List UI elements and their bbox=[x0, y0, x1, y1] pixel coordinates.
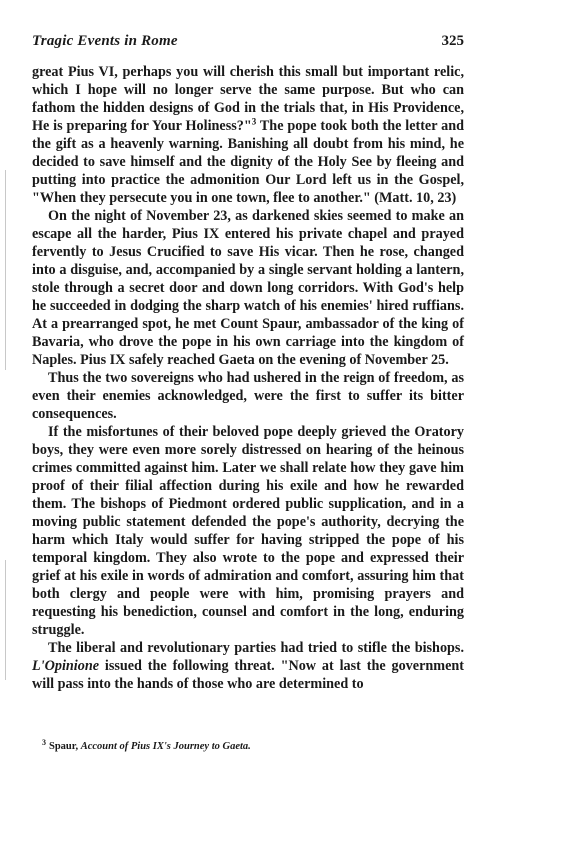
paragraph-text: issued the following threat. "Now at last the government will pass into the hands of those who are determined to bbox=[32, 658, 464, 692]
footnote-reference: 3 bbox=[251, 116, 257, 127]
paragraph-5 bbox=[32, 639, 464, 693]
paragraph-2: On the night of November 23, as darkened skies seemed to make an escape all the harder, Pius IX entered his private chapel and prayed fervently to Jesus Crucified to save His vicar. Then he rose, changed into a disguise, and, accompanied by a single servant holding a lantern, stole through a secret door and down long corridors. With God's help he succeeded in dodging the sharp watch of his enemies' hired ruffians. At a prearranged spot, he met Count Spaur, ambassador of the king of Bavaria, who drove the pope in his own carriage into the kingdom of Naples. Pius IX safely reached Gaeta on the evening of November 25. bbox=[32, 208, 464, 368]
footnote-work-title: Account of Pius IX's Journey to Gaeta. bbox=[80, 741, 251, 752]
paragraph-1 bbox=[32, 63, 464, 207]
paragraph-3: Thus the two sovereigns who had ushered in the reign of freedom, as even their enemies acknowledged, were the first to suffer its bitter consequences. bbox=[32, 370, 464, 422]
margin-scan-line bbox=[5, 560, 6, 680]
newspaper-title: L'Opinione bbox=[32, 658, 100, 674]
paragraph-text: great Pius VI, perhaps you will cherish this small but important relic, which I hope will no longer serve the same purpose. But who can fathom the hidden designs of God in the trials that, in His Providence, He is preparing for Your Holiness?" bbox=[32, 64, 464, 134]
page-number: 325 bbox=[441, 33, 464, 49]
footnote-mark: 3 bbox=[42, 737, 46, 747]
running-title: Tragic Events in Rome bbox=[32, 33, 178, 49]
footnote-author: Spaur, bbox=[49, 741, 81, 752]
running-head bbox=[32, 33, 464, 53]
paragraph-text: The pope took both the letter and the gift as a heavenly warning. Banishing all doubt from his mind, he decided to save himself and the dignity of the Holy See by fleeing and putting into practice the admonition Our Lord left us in the Gospel, "When they persecute you in one town, flee to another." (Matt. 10, 23) bbox=[32, 118, 464, 206]
paragraph-text: The liberal and revolutionary parties had tried to stifle the bishops. bbox=[48, 640, 464, 656]
margin-scan-line bbox=[5, 170, 6, 370]
footnote bbox=[42, 737, 462, 754]
paragraph-4: If the misfortunes of their beloved pope deeply grieved the Oratory boys, they were even more sorely distressed on hearing of the heinous crimes committed against him. Later we shall relate how they gave him proof of their filial affection during his exile and how he rewarded them. The bishops of Piedmont ordered public supplication, and in a moving public statement defended the pope's authority, decrying the harm which Italy would suffer for having stripped the pope of his temporal kingdom. They also wrote to the pope and expressed their grief at his exile in words of admiration and comfort, assuring him that both clergy and people were with him, promising prayers and requesting his benediction, counsel and comfort in the long, enduring struggle. bbox=[32, 424, 464, 638]
body-text bbox=[32, 63, 464, 693]
